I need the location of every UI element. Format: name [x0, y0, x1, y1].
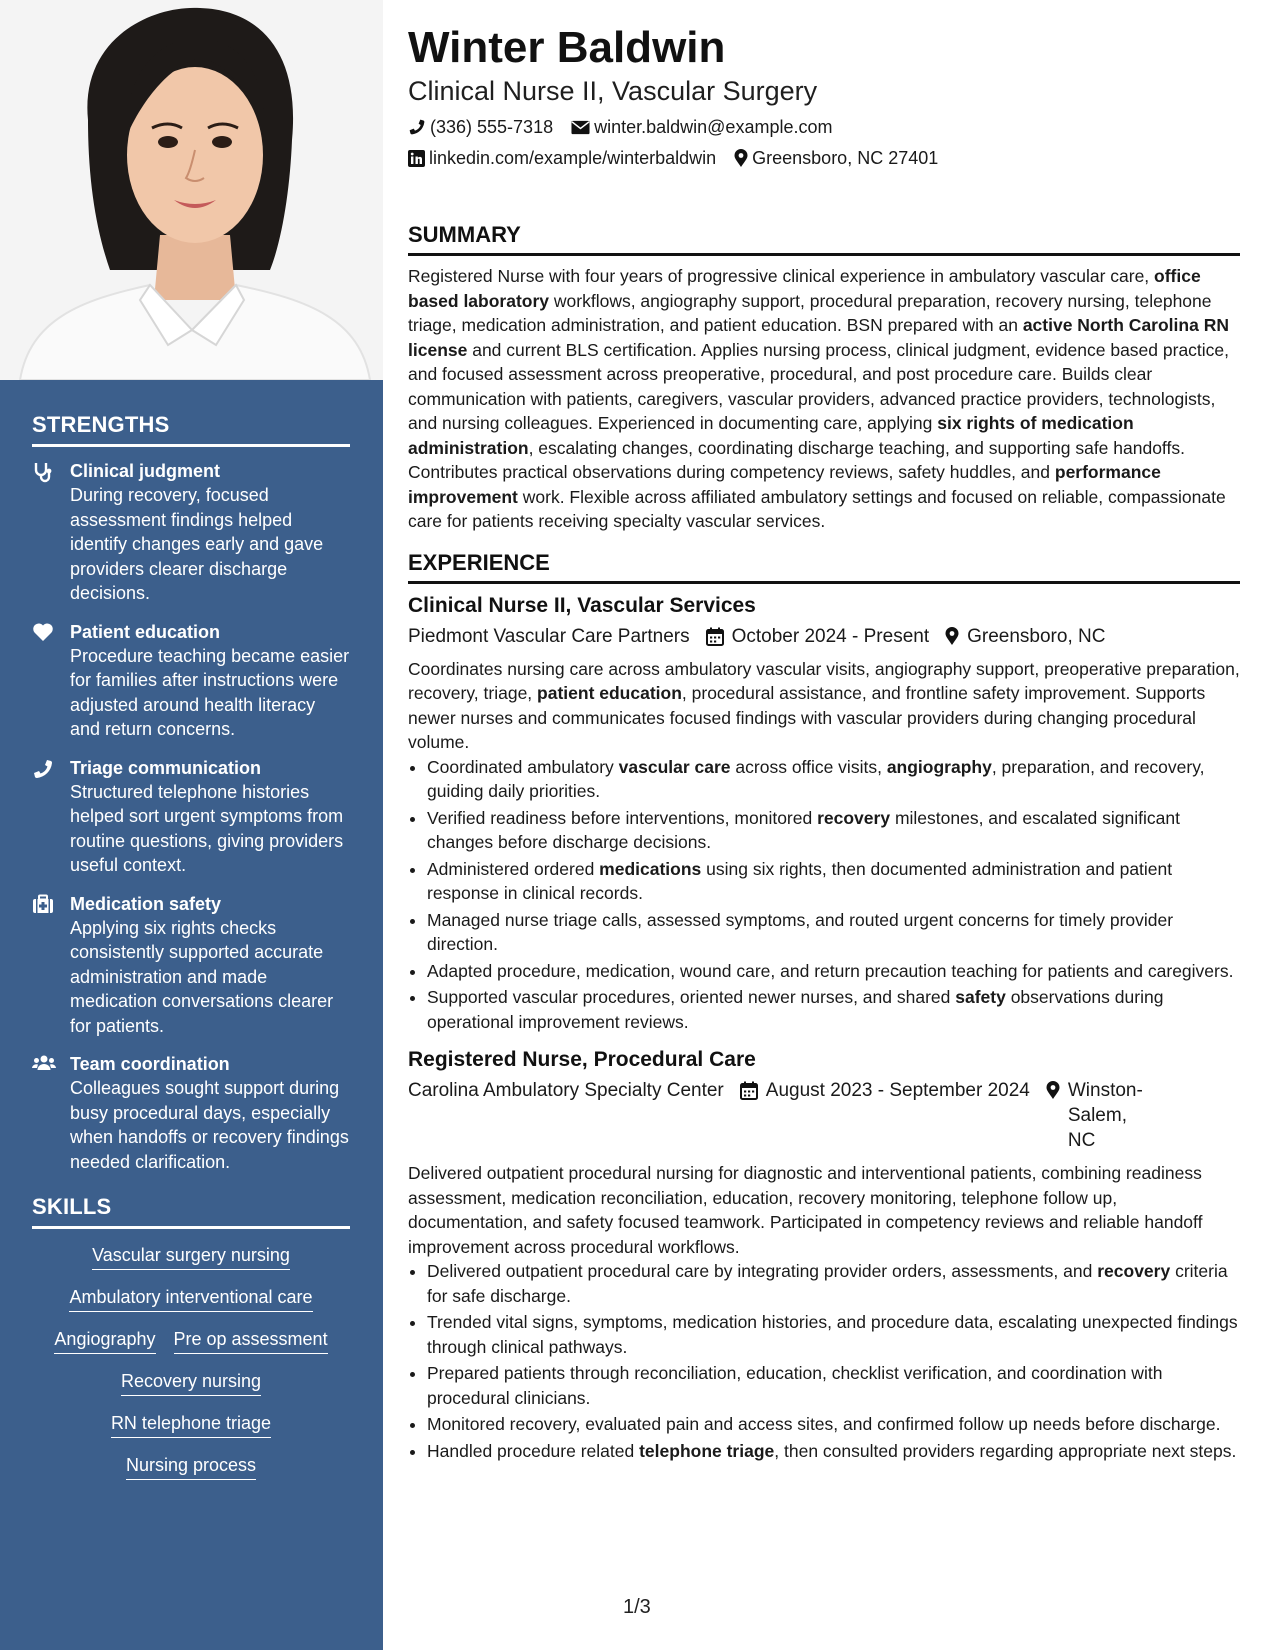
strength-title: Patient education [70, 621, 221, 642]
list-item: • Managed nurse triage calls, assessed symptoms, and routed urgent concerns for timely provider direction. [427, 908, 1240, 957]
list-item: • Handled procedure related telephone triage, then consulted providers regarding appropriate next steps. [427, 1439, 1240, 1464]
job-intro: Delivered outpatient procedural nursing for diagnostic and interventional patients, combining readiness assessment, medication reconciliation, education, recovery monitoring, telephone follow up, documentation, and safety focused teamwork. Participated in competency reviews and reliable handoff improvement across procedural workflows. [408, 1163, 1203, 1257]
map-pin-icon [1046, 1081, 1060, 1100]
list-item: • Supported vascular procedures, oriented newer nurses, and shared safety observations during operational improvement reviews. [427, 985, 1240, 1034]
stethoscope-icon [32, 459, 70, 606]
strength-title: Triage communication [70, 757, 262, 778]
strength-desc: During recovery, focused assessment findings helped identify changes early and gave providers clearer discharge decisions. [70, 485, 324, 603]
sidebar [0, 0, 383, 1650]
medkit-icon [32, 892, 70, 1039]
page-number: 1/3 [623, 1596, 651, 1618]
list-item: • Monitored recovery, evaluated pain and access sites, and confirmed follow up needs before discharge. [427, 1412, 1240, 1437]
job-location: Greensboro, NC [945, 624, 1105, 649]
strength-title: Team coordination [70, 1054, 230, 1074]
main-content [408, 22, 1240, 1465]
strength-desc: Colleagues sought support during busy procedural days, especially when handoffs or recovery findings needed clarification. [70, 1078, 349, 1172]
job-location: Winston-Salem, NC [1046, 1078, 1156, 1153]
job-title: Clinical Nurse II, Vascular Services [408, 593, 756, 617]
skill-tag: Vascular surgery nursing [92, 1243, 290, 1270]
strength-item [32, 620, 350, 742]
strength-desc: Structured telephone histories helped sort urgent symptoms from routine questions, giving providers useful context. [70, 781, 344, 875]
strength-desc: Procedure teaching became easier for families after instructions were adjusted around health literacy and return concerns. [70, 645, 350, 739]
users-icon [32, 1052, 70, 1174]
linkedin-text: linkedin.com/example/winterbaldwin [429, 148, 717, 168]
contact-row [408, 146, 1240, 170]
company-name: Piedmont Vascular Care Partners [408, 625, 690, 647]
sidebar-content [32, 412, 350, 1495]
email-contact[interactable] [571, 115, 832, 139]
company-name: Carolina Ambulatory Specialty Center [408, 1080, 724, 1101]
job-bullets [408, 755, 1240, 1035]
calendar-icon [740, 1081, 758, 1100]
job-title: Registered Nurse, Procedural Care [408, 1048, 756, 1071]
contact-row [408, 115, 1240, 139]
strength-title: Clinical judgment [70, 461, 221, 481]
strength-item [32, 756, 350, 878]
strengths-heading: STRENGTHS [32, 412, 350, 447]
strength-item [32, 1052, 350, 1174]
job-entry [408, 592, 1240, 1035]
skills-heading: SKILLS [32, 1194, 350, 1229]
summary-text: Registered Nurse with four years of progressive clinical experience in ambulatory vascular care, office based laboratory workflows, angiography support, procedural preparation, recovery nursing, telephone triage, medication administration, and patient education. BSN prepared with an active North Carolina RN license and current BLS certification. Applies nursing process, clinical judgment, evidence based practice, and focused assessment across preoperative, procedural, and post procedure care. Builds clear communication with patients, caregivers, vascular providers, advanced practice providers, technologists, and nursing colleagues. Experienced in documenting care, applying six rights of medication administration, escalating changes, coordinating discharge teaching, and supporting safe handoffs. Contributes practical observations during competency reviews, safety huddles, and performance improvement work. Flexible across affiliated ambulatory settings and focused on reliable, compassionate care for patients receiving specialty vascular services. [408, 266, 1230, 531]
skills-list [32, 1243, 350, 1480]
list-item: • Delivered outpatient procedural care by integrating provider orders, assessments, and recovery criteria for safe discharge. [427, 1259, 1240, 1308]
skill-tag: Nursing process [126, 1453, 256, 1480]
job-bullets [408, 1259, 1240, 1463]
map-pin-icon [734, 149, 748, 168]
skill-tag: RN telephone triage [111, 1411, 271, 1438]
list-item: • Adapted procedure, medication, wound care, and return precaution teaching for patients and caregivers. [427, 959, 1240, 984]
experience-heading: EXPERIENCE [408, 550, 1240, 584]
profile-photo [0, 0, 383, 380]
list-item: • Coordinated ambulatory vascular care across office visits, angiography, preparation, and recovery, guiding daily priorities. [427, 755, 1240, 804]
skill-tag: Recovery nursing [121, 1369, 261, 1396]
job-dates: August 2023 - September 2024 [740, 1078, 1030, 1103]
phone-icon [32, 756, 70, 878]
skill-tag: Pre op assessment [174, 1327, 328, 1354]
skill-tag: Ambulatory interventional care [69, 1285, 312, 1312]
job-meta [408, 1078, 1240, 1153]
list-item: • Verified readiness before interventions, monitored recovery milestones, and escalated significant changes before discharge decisions. [427, 806, 1240, 855]
strength-item [32, 459, 350, 606]
job-meta [408, 624, 1240, 649]
list-item: • Administered ordered medications using six rights, then documented administration and patient response in clinical records. [427, 857, 1240, 906]
linkedin-contact[interactable] [408, 146, 716, 170]
location-text: Greensboro, NC 27401 [752, 148, 939, 168]
job-entry [408, 1046, 1240, 1463]
map-pin-icon [945, 627, 959, 646]
strength-title: Medication safety [70, 893, 222, 914]
location-contact [734, 146, 938, 170]
linkedin-icon [408, 150, 425, 167]
envelope-icon [571, 120, 590, 135]
list-item: • Trended vital signs, symptoms, medication histories, and procedure data, escalating unexpected findings through clinical pathways. [427, 1310, 1240, 1359]
phone-icon [408, 118, 426, 136]
phone-text: (336) 555-7318 [430, 117, 554, 137]
job-dates: October 2024 - Present [706, 624, 930, 649]
phone-contact[interactable] [408, 115, 553, 139]
portrait-illustration [0, 0, 383, 380]
candidate-title: Clinical Nurse II, Vascular Surgery [408, 76, 818, 106]
skill-tag: Angiography [54, 1327, 155, 1354]
list-item: • Prepared patients through reconciliation, education, checklist verification, and coordination with procedural clinicians. [427, 1361, 1240, 1410]
email-text: winter.baldwin@example.com [594, 117, 833, 137]
heart-icon [32, 620, 70, 742]
candidate-name: Winter Baldwin [408, 23, 726, 72]
strength-desc: Applying six rights checks consistently supported accurate administration and made medication conversations clearer for patients. [70, 917, 334, 1036]
summary-heading: SUMMARY [408, 222, 1240, 256]
job-intro: Coordinates nursing care across ambulatory vascular visits, angiography support, preoperative preparation, recovery, triage, patient education, procedural assistance, and frontline safety improvement. Supports newer nurses and communicates focused findings with vascular providers during changing procedural volume. [408, 658, 1240, 752]
calendar-icon [706, 627, 724, 646]
strength-item [32, 892, 350, 1039]
